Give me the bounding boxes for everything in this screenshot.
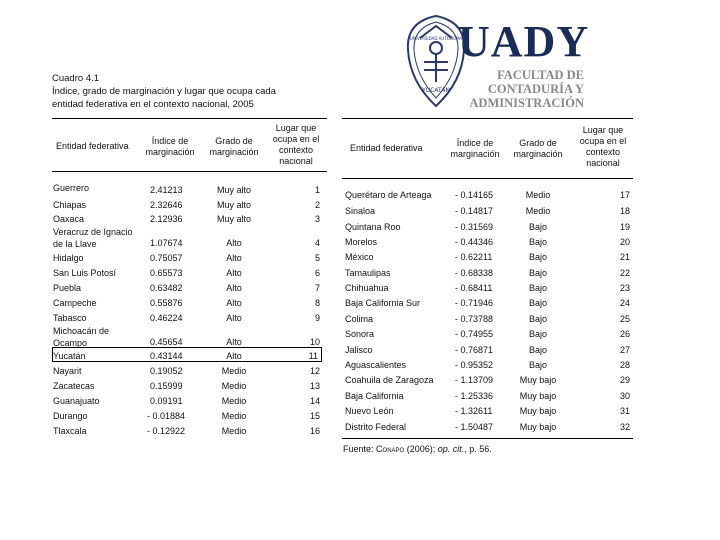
row-grado: Bajo — [528, 298, 547, 308]
caption-line: Cuadro 4.1 — [52, 73, 100, 84]
row-entidad: Chihuahua — [345, 283, 389, 293]
row-entidad: Tlaxcala — [53, 426, 87, 436]
row-entidad: Chiapas — [53, 200, 87, 210]
row-indice: 1.07674 — [150, 238, 183, 248]
row-lugar: 3 — [314, 214, 320, 224]
right-header-entidad: Entidad federativa — [350, 143, 423, 153]
row-grado: Bajo — [528, 252, 547, 262]
row-indice: - 0.73788 — [455, 314, 494, 324]
row-grado: Bajo — [528, 329, 547, 339]
row-indice: 0.43144 — [150, 351, 183, 361]
row-grado: Bajo — [528, 314, 547, 324]
row-lugar: 28 — [619, 360, 630, 370]
row-entidad: Yucatán — [53, 351, 86, 361]
row-entidad: Baja California Sur — [345, 298, 421, 308]
row-indice: - 1.25336 — [455, 391, 494, 401]
row-entidad: Baja California — [345, 391, 404, 401]
row-indice: 2.32646 — [150, 200, 183, 210]
row-indice: - 0.31569 — [455, 222, 494, 232]
row-entidad: San Luis Potosí — [53, 268, 117, 278]
row-lugar: 9 — [314, 313, 320, 323]
row-grado: Alto — [226, 351, 242, 361]
left-table-header-rule — [52, 171, 327, 172]
row-indice: - 0.12922 — [147, 426, 186, 436]
row-grado: Alto — [226, 268, 242, 278]
row-entidad: Hidalgo — [53, 253, 84, 263]
row-grado: Alto — [226, 253, 242, 263]
row-indice: 0.55876 — [150, 298, 183, 308]
row-entidad: Morelos — [345, 237, 378, 247]
row-lugar: 21 — [619, 252, 630, 262]
row-lugar: 17 — [619, 190, 630, 200]
row-entidad: Aguascalientes — [345, 360, 407, 370]
row-indice: - 0.14165 — [455, 190, 494, 200]
row-lugar: 20 — [619, 237, 630, 247]
row-indice: - 0.71946 — [455, 298, 494, 308]
row-grado: Bajo — [528, 283, 547, 293]
row-indice: - 0.01884 — [147, 411, 186, 421]
row-grado: Alto — [226, 283, 242, 293]
row-indice: - 0.76871 — [455, 345, 494, 355]
row-indice: 2.12936 — [150, 214, 183, 224]
row-indice: - 0.14817 — [455, 206, 494, 216]
right-header-lugar: Lugar que ocupa en el contexto nacional — [579, 125, 627, 168]
row-lugar: 4 — [314, 238, 320, 248]
row-entidad: Tabasco — [53, 313, 87, 323]
row-entidad: Durango — [53, 411, 88, 421]
row-grado: Medio — [525, 190, 551, 200]
source-year: (2006); — [404, 444, 438, 454]
row-grado: Muy bajo — [519, 406, 557, 416]
row-indice: 0.63482 — [150, 283, 183, 293]
row-indice: - 0.74955 — [455, 329, 494, 339]
row-entidad: Colima — [345, 314, 374, 324]
source-ref: op. cit. — [437, 444, 465, 454]
row-grado: Alto — [226, 238, 242, 248]
row-grado: Bajo — [528, 345, 547, 355]
row-lugar: 24 — [619, 298, 630, 308]
faculty-line: FACULTAD DE — [497, 68, 584, 82]
row-grado: Medio — [221, 381, 247, 391]
row-grado: Medio — [221, 411, 247, 421]
row-grado: Medio — [221, 366, 247, 376]
faculty-line: ADMINISTRACIÓN — [469, 96, 584, 110]
row-lugar: 16 — [309, 426, 320, 436]
row-lugar: 25 — [619, 314, 630, 324]
row-lugar: 10 — [309, 337, 320, 347]
row-lugar: 30 — [619, 391, 630, 401]
left-header-grado: Grado de marginación — [209, 136, 259, 157]
row-indice: 0.15999 — [150, 381, 183, 391]
row-lugar: 22 — [619, 268, 630, 278]
row-indice: - 1.13709 — [455, 375, 494, 385]
brand-wordmark: UADY — [458, 17, 590, 66]
row-grado: Alto — [226, 313, 242, 323]
row-grado: Muy bajo — [519, 391, 557, 401]
row-entidad: Coahuila de Zaragoza — [345, 375, 434, 385]
row-lugar: 32 — [619, 422, 630, 432]
row-lugar: 2 — [314, 200, 320, 210]
row-lugar: 19 — [619, 222, 630, 232]
row-indice: - 0.68338 — [455, 268, 494, 278]
row-lugar: 26 — [619, 329, 630, 339]
row-grado: Alto — [226, 337, 242, 347]
row-entidad: Sonora — [345, 329, 375, 339]
row-grado: Muy alto — [216, 185, 251, 195]
right-header-indice: Índice de marginación — [450, 138, 500, 159]
row-entidad: Sinaloa — [345, 206, 376, 216]
row-indice: 0.46224 — [150, 313, 183, 323]
row-grado: Bajo — [528, 268, 547, 278]
left-table-top-rule — [52, 118, 327, 119]
row-lugar: 5 — [314, 253, 320, 263]
table-caption — [52, 72, 276, 111]
row-indice: - 0.44346 — [455, 237, 494, 247]
row-entidad: Oaxaca — [53, 214, 85, 224]
left-header-entidad: Entidad federativa — [56, 141, 129, 151]
row-grado: Muy bajo — [519, 422, 557, 432]
row-indice: - 1.50487 — [455, 422, 494, 432]
row-indice: 0.09191 — [150, 396, 183, 406]
source-prefix: Fuente: — [343, 444, 377, 454]
row-indice: 0.75057 — [150, 253, 183, 263]
row-lugar: 7 — [314, 283, 320, 293]
right-header-grado: Grado de marginación — [513, 138, 563, 159]
row-indice: - 0.68411 — [455, 283, 493, 293]
row-grado: Muy bajo — [519, 375, 557, 385]
row-grado: Muy alto — [216, 214, 251, 224]
svg-text:YUCATÁN: YUCATÁN — [422, 87, 450, 94]
faculty-line: CONTADURÍA Y — [487, 82, 584, 96]
row-grado: Muy alto — [216, 200, 251, 210]
faculty-name — [469, 68, 584, 110]
row-lugar: 6 — [314, 268, 320, 278]
row-lugar: 18 — [619, 206, 630, 216]
row-indice: 0.45654 — [150, 337, 183, 347]
row-entidad: Nayarit — [53, 366, 82, 376]
row-entidad: Distrito Federal — [345, 422, 407, 432]
row-entidad: Zacatecas — [53, 381, 95, 391]
source-org: Conapo — [376, 444, 405, 454]
row-entidad: Jalisco — [345, 345, 373, 355]
row-lugar: 29 — [619, 375, 630, 385]
row-indice: 0.65573 — [150, 268, 183, 278]
caption-line: entidad federativa en el contexto nacional, 2005 — [52, 99, 254, 110]
row-entidad: México — [345, 252, 374, 262]
row-indice: - 0.62211 — [455, 252, 493, 262]
row-grado: Medio — [221, 426, 247, 436]
row-entidad: Veracruz de Ignacio de la Llave — [53, 227, 133, 249]
right-table-header-rule — [342, 178, 633, 179]
row-grado: Medio — [525, 206, 551, 216]
left-header-indice: Índice de marginación — [145, 136, 195, 157]
row-lugar: 1 — [314, 185, 320, 195]
row-indice: - 0.95352 — [455, 360, 494, 370]
row-lugar: 12 — [309, 366, 320, 376]
row-grado: Bajo — [528, 360, 547, 370]
row-lugar: 23 — [619, 283, 630, 293]
source-note — [343, 444, 492, 454]
row-entidad: Guerrero — [53, 183, 90, 193]
row-entidad: Querétaro de Arteaga — [345, 190, 432, 200]
row-indice: 2.41213 — [150, 185, 183, 195]
row-lugar: 8 — [314, 298, 320, 308]
right-table-bottom-rule — [342, 438, 633, 439]
row-grado: Medio — [221, 396, 247, 406]
caption-line: Índice, grado de marginación y lugar que ocupa cada — [52, 86, 276, 97]
row-entidad: Puebla — [53, 283, 82, 293]
row-entidad: Quintana Roo — [345, 222, 401, 232]
row-entidad: Michoacán de Ocampo — [53, 326, 110, 348]
row-indice: 0.19052 — [150, 366, 183, 376]
row-lugar: 31 — [619, 406, 630, 416]
row-lugar: 14 — [309, 396, 320, 406]
row-entidad: Tamaulipas — [345, 268, 391, 278]
source-page: , p. 56. — [464, 444, 492, 454]
svg-text:UNIVERSIDAD AUTÓNOMA: UNIVERSIDAD AUTÓNOMA — [409, 36, 463, 41]
row-indice: - 1.32611 — [455, 406, 493, 416]
row-grado: Bajo — [528, 222, 547, 232]
row-lugar: 15 — [309, 411, 320, 421]
row-grado: Alto — [226, 298, 242, 308]
row-grado: Bajo — [528, 237, 547, 247]
row-entidad: Campeche — [53, 298, 97, 308]
left-header-lugar: Lugar que ocupa en el contexto nacional — [272, 123, 320, 166]
row-entidad: Guanajuato — [53, 396, 100, 406]
row-lugar: 13 — [309, 381, 320, 391]
row-lugar: 27 — [619, 345, 630, 355]
right-table-top-rule — [342, 118, 633, 119]
row-entidad: Nuevo León — [345, 406, 394, 416]
row-lugar: 11 — [308, 351, 318, 361]
